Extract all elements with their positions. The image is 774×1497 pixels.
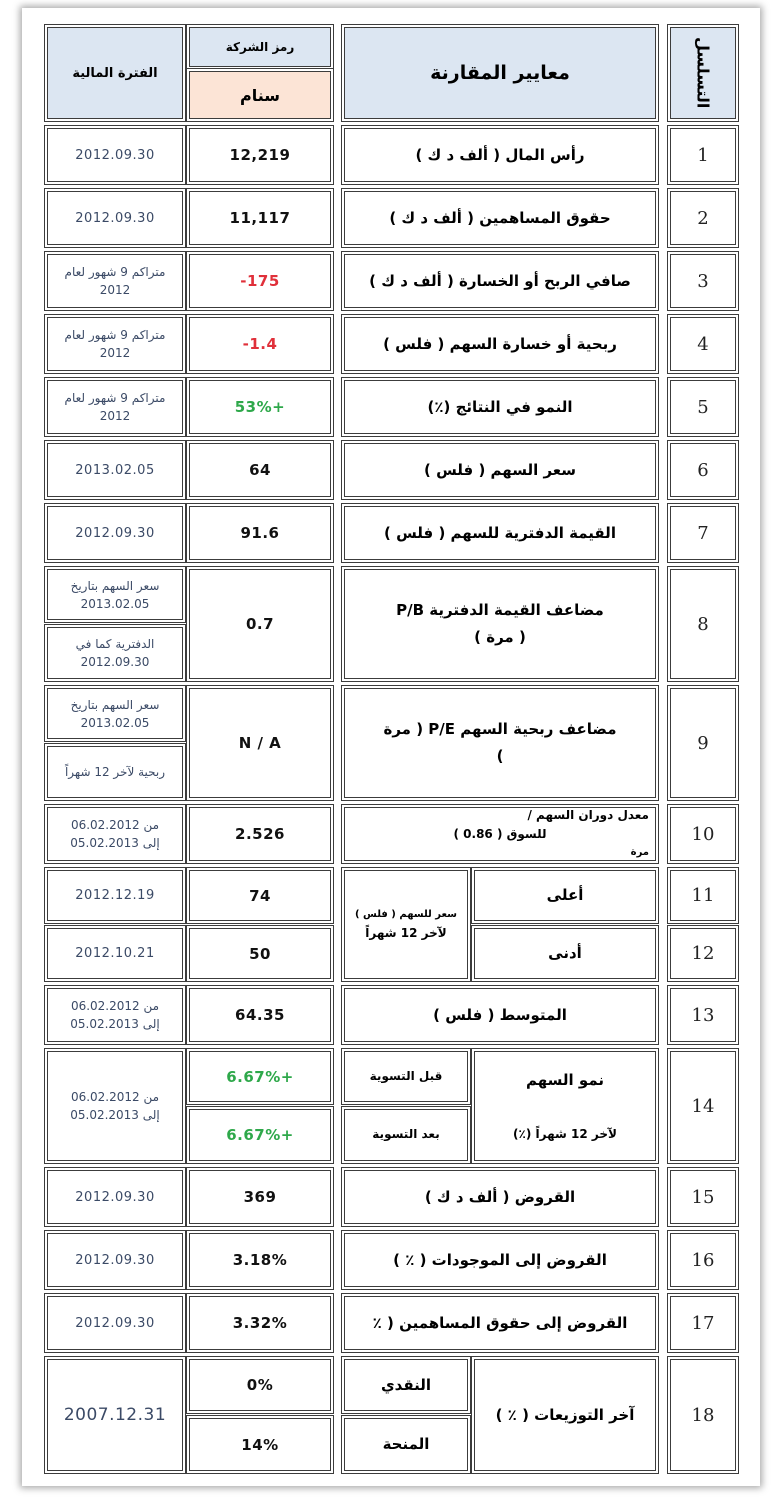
value-text: N / A xyxy=(238,734,282,752)
value-cell xyxy=(189,688,331,798)
value-cell xyxy=(189,1051,331,1102)
criterion-cell xyxy=(344,569,656,679)
sub-criterion-cell xyxy=(344,1051,468,1102)
value-cell xyxy=(189,380,331,434)
row-number-text: 1 xyxy=(697,144,709,166)
criterion-text: القروض إلى حقوق المساهمين ( ٪ xyxy=(372,1313,628,1332)
criterion-text: آخر التوزيعات ( ٪ ) xyxy=(495,1405,635,1424)
row-number xyxy=(670,506,736,560)
sub-criterion-text: النقدي xyxy=(380,1375,432,1394)
criterion-cell xyxy=(344,506,656,560)
row-number xyxy=(670,1233,736,1287)
criterion-text: ( مرة ) xyxy=(474,628,526,646)
criterion-text: لآخر 12 شهراً (٪) xyxy=(513,1127,617,1142)
criterion-cell xyxy=(344,1296,656,1350)
period-text: 2012.09.30 xyxy=(75,147,155,163)
row-number-text: 8 xyxy=(697,613,709,635)
row-number xyxy=(670,688,736,798)
period-label: الفترة المالية xyxy=(72,65,158,81)
value-cell xyxy=(189,569,331,679)
criterion-cell xyxy=(344,807,656,861)
row-number xyxy=(670,1170,736,1224)
period-note: إلى 05.02.2013 xyxy=(70,1108,160,1122)
period-text: 2012.10.21 xyxy=(75,946,155,961)
criterion-cell xyxy=(474,1051,656,1161)
criterion-text: القيمة الدفترية للسهم ( فلس ) xyxy=(384,523,616,542)
criterion-text: مرة xyxy=(630,847,649,859)
period-text: 2012.12.19 xyxy=(75,888,155,903)
criterion-text: النمو في النتائج (٪) xyxy=(427,397,573,416)
criterion-text: أعلى xyxy=(546,886,584,904)
value-text: 64 xyxy=(249,461,271,479)
row-number-text: 14 xyxy=(691,1095,715,1117)
value-text: 0% xyxy=(246,1376,274,1394)
criterion-text: أدنى xyxy=(548,944,582,962)
criterion-text: للسوق ( 0.86 ) xyxy=(453,827,547,841)
row-number-text: 18 xyxy=(691,1404,715,1426)
criterion-text: القروض إلى الموجودات ( ٪ ) xyxy=(393,1250,607,1269)
header-serial-label: التسلسل xyxy=(693,37,713,109)
period-text: 2013.02.05 xyxy=(75,462,155,478)
value-text: 369 xyxy=(243,1188,277,1206)
value-text: 6.67%+ xyxy=(226,1126,294,1144)
row-number-text: 2 xyxy=(697,207,709,229)
period-note: إلى 05.02.2013 xyxy=(70,836,160,850)
criterion-text: القروض ( ألف د ك ) xyxy=(424,1187,576,1206)
criterion-cell xyxy=(344,443,656,497)
period-note: إلى 05.02.2013 xyxy=(70,1017,160,1031)
value-cell xyxy=(189,443,331,497)
period-cell xyxy=(47,807,183,861)
value-text: 74 xyxy=(249,886,271,905)
value-cell xyxy=(189,870,331,921)
price-group-cell xyxy=(344,870,468,979)
row-number xyxy=(670,191,736,245)
row-number-text: 11 xyxy=(691,885,715,906)
value-cell xyxy=(189,928,331,979)
period-cell xyxy=(47,627,183,679)
period-note: 2013.02.05 xyxy=(80,596,150,611)
period-cell xyxy=(47,569,183,620)
criterion-cell xyxy=(344,254,656,308)
criterion-cell xyxy=(474,928,656,979)
row-number-text: 10 xyxy=(691,823,715,845)
criterion-cell xyxy=(474,870,656,921)
row-number xyxy=(670,254,736,308)
criterion-text: نمو السهم xyxy=(525,1071,605,1090)
period-text: 2012.09.30 xyxy=(75,525,155,541)
header-criteria-label: معايير المقارنة xyxy=(430,62,570,84)
criterion-text: سعر السهم ( فلس ) xyxy=(424,460,576,479)
period-cell xyxy=(47,1051,183,1161)
period-note: من 06.02.2012 xyxy=(70,999,160,1013)
period-note: من 06.02.2012 xyxy=(70,818,160,832)
period-note: الدفترية كما في xyxy=(75,637,155,651)
period-text: 2012.09.30 xyxy=(75,1315,155,1331)
period-note: 2012 xyxy=(99,283,131,297)
criterion-text: رأس المال ( ألف د ك ) xyxy=(415,145,585,164)
criterion-cell xyxy=(344,128,656,182)
period-note: 2012 xyxy=(99,346,131,360)
period-text: 2012.09.30 xyxy=(75,1252,155,1268)
price-group-label: لآخر 12 شهراً xyxy=(365,925,447,940)
company-code-label: رمز الشركة xyxy=(225,40,295,54)
row-number-text: 13 xyxy=(691,1004,715,1026)
value-cell xyxy=(189,191,331,245)
value-text: 64.35 xyxy=(235,1006,285,1024)
period-text: 2012.09.30 xyxy=(75,210,155,226)
value-cell xyxy=(189,1418,331,1471)
value-text: 3.18% xyxy=(232,1251,288,1269)
value-text: 0.7 xyxy=(245,615,275,633)
row-number-text: 17 xyxy=(691,1312,715,1334)
row-number xyxy=(670,443,736,497)
row-number-text: 7 xyxy=(697,522,709,544)
criterion-text: المتوسط ( فلس ) xyxy=(433,1005,567,1024)
row-number xyxy=(670,569,736,679)
value-cell xyxy=(189,254,331,308)
sub-criterion-text: قبل التسوية xyxy=(369,1068,443,1083)
period-cell xyxy=(47,443,183,497)
row-number-text: 15 xyxy=(691,1186,715,1208)
header-company-code-label xyxy=(189,27,331,67)
criterion-cell xyxy=(344,688,656,798)
period-cell xyxy=(47,191,183,245)
criterion-cell xyxy=(344,1170,656,1224)
row-number-text: 5 xyxy=(697,396,709,418)
period-cell xyxy=(47,688,183,739)
period-text: 2012.09.30 xyxy=(75,1189,155,1205)
value-text: 6.67%+ xyxy=(226,1067,294,1086)
sub-criterion-cell xyxy=(344,1109,468,1161)
header-period xyxy=(47,27,183,119)
value-text: 12,219 xyxy=(229,146,291,164)
period-note: 2013.02.05 xyxy=(80,715,150,730)
criterion-cell xyxy=(344,1233,656,1287)
criterion-text: ربحية أو خسارة السهم ( فلس ) xyxy=(383,334,617,353)
value-text: 91.6 xyxy=(240,524,280,542)
period-cell xyxy=(47,506,183,560)
row-number xyxy=(670,1296,736,1350)
sub-criterion-cell xyxy=(344,1418,468,1471)
value-text: 50 xyxy=(249,944,271,963)
criterion-text: حقوق المساهمين ( ألف د ك ) xyxy=(389,208,611,227)
period-note: سعر السهم بتاريخ xyxy=(70,697,160,712)
criterion-text: معدل دوران السهم / xyxy=(527,807,649,822)
row-number-text: 9 xyxy=(697,732,709,754)
period-note: متراكم 9 شهور لعام xyxy=(64,391,166,405)
period-note: 2012 xyxy=(99,409,131,423)
value-cell xyxy=(189,1109,331,1161)
criterion-text: مضاعف القيمة الدفترية P/B xyxy=(396,601,604,619)
value-cell xyxy=(189,988,331,1042)
row-number xyxy=(670,988,736,1042)
value-cell xyxy=(189,317,331,371)
period-cell xyxy=(47,1359,183,1471)
criterion-cell xyxy=(344,988,656,1042)
sub-criterion-text: المنحة xyxy=(382,1435,430,1453)
period-cell xyxy=(47,254,183,308)
value-text: 53%+ xyxy=(234,398,286,416)
value-text: 11,117 xyxy=(229,209,291,227)
row-number xyxy=(670,1051,736,1161)
period-note: ربحية لآخر 12 شهراً xyxy=(64,765,166,779)
value-cell xyxy=(189,1233,331,1287)
value-text: 2.526 xyxy=(235,825,285,843)
row-number-text: 12 xyxy=(691,943,715,964)
sub-criterion-cell xyxy=(344,1359,468,1411)
row-number xyxy=(670,807,736,861)
value-cell xyxy=(189,506,331,560)
value-text: 14% xyxy=(241,1435,279,1454)
row-number xyxy=(670,380,736,434)
value-cell xyxy=(189,1170,331,1224)
criterion-cell xyxy=(344,317,656,371)
price-group-label: سعر للسهم ( فلس ) xyxy=(355,908,457,920)
company-code: سنام xyxy=(240,85,280,105)
criterion-cell xyxy=(344,380,656,434)
period-note: متراكم 9 شهور لعام xyxy=(64,328,166,342)
period-cell xyxy=(47,1296,183,1350)
criterion-text: ) xyxy=(496,747,504,765)
value-cell xyxy=(189,807,331,861)
row-number-text: 16 xyxy=(691,1249,715,1271)
header-criteria xyxy=(344,27,656,119)
value-cell xyxy=(189,1359,331,1411)
header-company-code xyxy=(189,71,331,119)
period-cell xyxy=(47,128,183,182)
value-text: 3.32% xyxy=(232,1314,288,1332)
period-cell xyxy=(47,870,183,921)
row-number-text: 3 xyxy=(697,270,709,292)
period-text: 2007.12.31 xyxy=(63,1405,167,1425)
sub-criterion-text: بعد التسوية xyxy=(372,1127,440,1142)
period-note: 2012.09.30 xyxy=(80,655,150,669)
row-number xyxy=(670,317,736,371)
row-number xyxy=(670,128,736,182)
row-number-text: 4 xyxy=(697,333,709,355)
period-note: سعر السهم بتاريخ xyxy=(70,578,160,593)
period-cell xyxy=(47,928,183,979)
row-number-text: 6 xyxy=(697,459,709,481)
row-number xyxy=(670,1359,736,1471)
row-number xyxy=(670,870,736,921)
criterion-cell xyxy=(344,191,656,245)
period-cell xyxy=(47,1170,183,1224)
value-text: -175 xyxy=(240,272,280,290)
criterion-cell xyxy=(474,1359,656,1471)
value-cell xyxy=(189,128,331,182)
period-cell xyxy=(47,988,183,1042)
period-cell xyxy=(47,1233,183,1287)
header-serial xyxy=(670,27,736,119)
period-cell xyxy=(47,746,183,798)
value-cell xyxy=(189,1296,331,1350)
row-number xyxy=(670,928,736,979)
period-note: متراكم 9 شهور لعام xyxy=(64,265,166,279)
criterion-text: مضاعف ربحية السهم P/E ( مرة xyxy=(383,720,617,738)
criterion-text: صافي الربح أو الخسارة ( ألف د ك ) xyxy=(369,271,631,290)
value-text: -1.4 xyxy=(242,335,278,353)
period-note: من 06.02.2012 xyxy=(70,1090,160,1104)
period-cell xyxy=(47,380,183,434)
period-cell xyxy=(47,317,183,371)
